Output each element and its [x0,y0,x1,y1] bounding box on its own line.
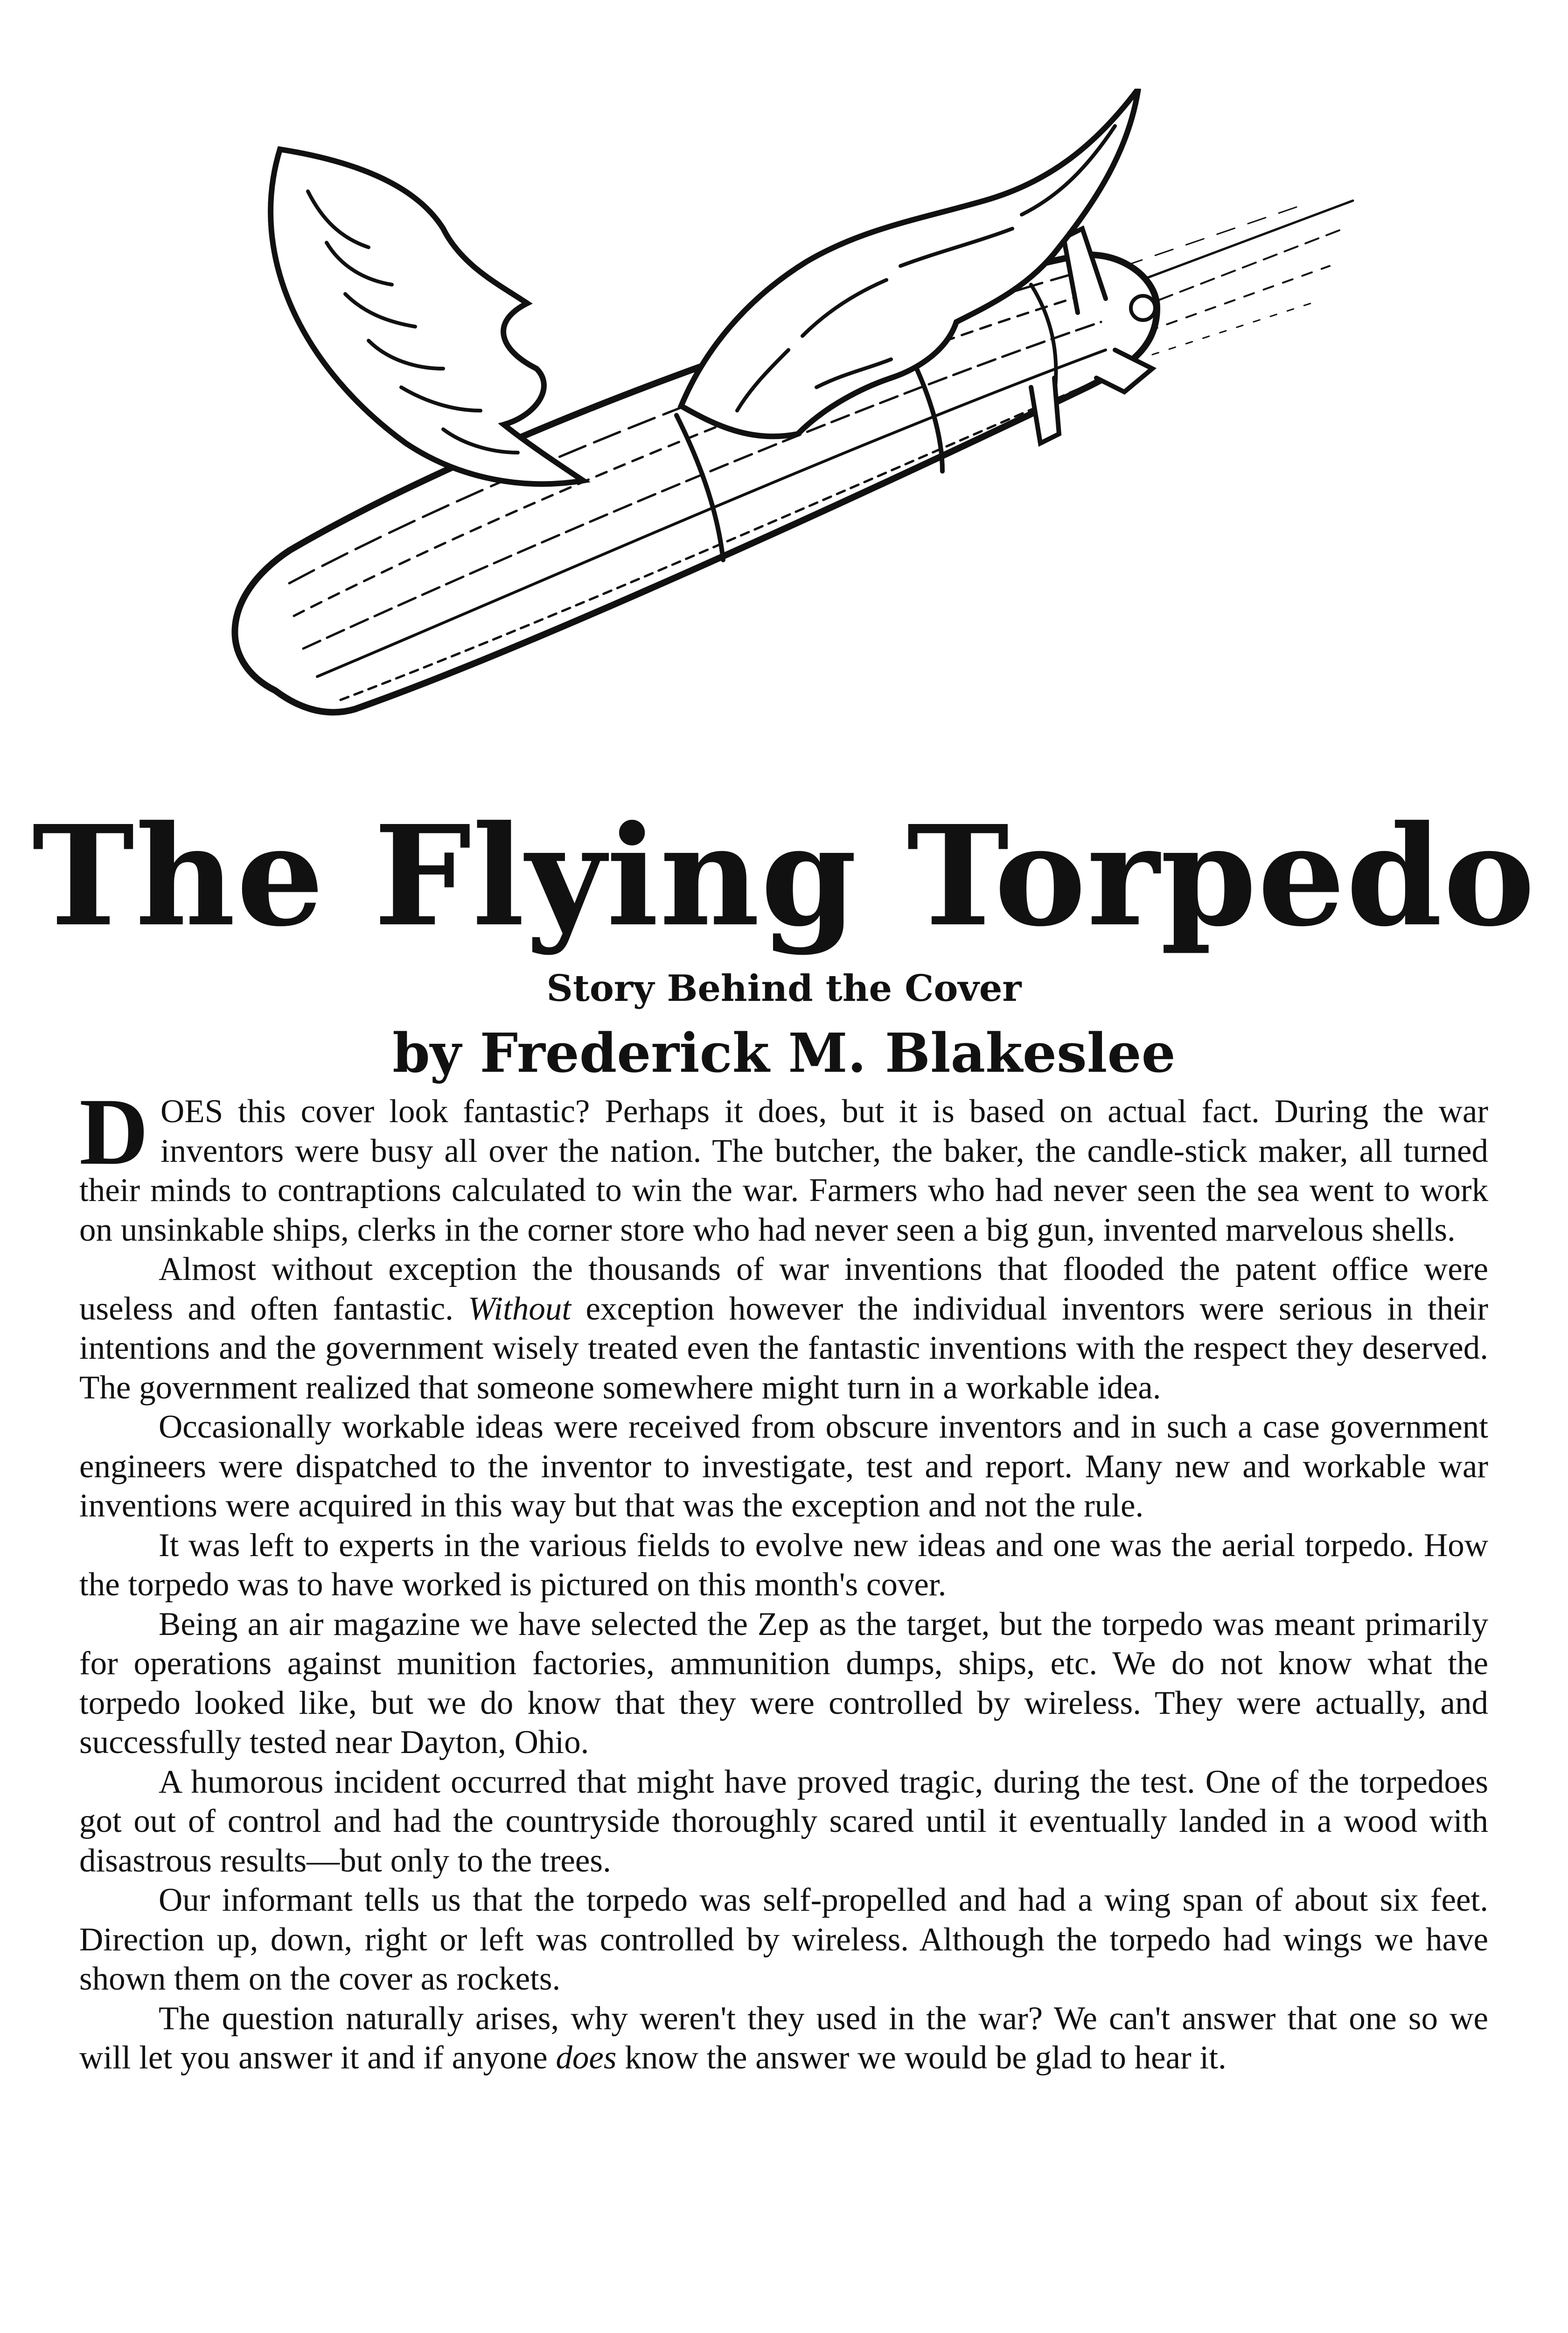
byline: by Frederick M. Blakeslee [392,1022,1176,1085]
page-title: The Flying Torpedo [32,795,1536,957]
paragraph-8-text-b: know the answer we would be glad to hear it. [616,2040,1227,2076]
paragraph-8-italic: does [556,2040,617,2076]
paragraph-8 [79,1999,1488,2078]
page-subtitle: Story Behind the Cover [546,967,1022,1010]
article-body [79,1079,1488,2078]
paragraph-2-text-b: exception however the individual inventors were serious in their intentions and the government wisely treated even the fantastic inventions with the respect they deserved. The government realized that someone somewhere might turn in a workable idea. [79,1290,1488,1406]
paragraph-6: A humorous incident occurred that might have proved tragic, during the test. One of the torpedoes got out of control and had the countryside thoroughly scared until it eventually landed in a wood with disastrous results—but only to the trees. [79,1763,1488,1879]
paragraph-2-italic: Without [468,1290,571,1327]
paragraph-3: Occasionally workable ideas were received from obscure inventors and in such a case government engineers were dispatched to the inventor to investigate, test and report. Many new and workable war inventions were acquired in this way but that was the exception and not the rule. [79,1409,1488,1524]
paragraph-1 [79,1079,1488,1250]
drop-cap: D [79,1079,149,1185]
paragraph-7: Our informant tells us that the torpedo was self-propelled and had a wing span of about six feet. Direction up, down, right or left was controlled by wireless. Although the torpedo had wings we have shown them on the cover as rockets. [79,1882,1488,1997]
paragraph-1-text: OES this cover look fantastic? Perhaps it does, but it is based on actual fact. During the war inventors were busy all over the nation. The butcher, the baker, the candle-stick maker, all turned their minds to contraptions calculated to win the war. Farmers who had never seen the sea went to work on unsinkable ships, clerks in the corner store who had never seen a big gun, invented marvelous shells. [79,1093,1488,1248]
paragraph-8-text-a: The question naturally arises, why weren't they used in the war? We can't answer that one so we will let you answer it and if anyone [79,2000,1488,2076]
paragraph-2-text-a: Almost without exception the thousands of war inventions that flooded the patent office were useless and often fantastic. [79,1251,1488,1327]
winged-torpedo-icon [201,89,1376,817]
paragraph-2 [79,1250,1488,1407]
paragraph-4: It was left to experts in the various fields to evolve new ideas and one was the aerial torpedo. How the torpedo was to have worked is pictured on this month's cover. [79,1527,1488,1603]
paragraph-5: Being an air magazine we have selected the Zep as the target, but the torpedo was meant primarily for operations against munition factories, ammunition dumps, ships, etc. We do not know what the torpedo looked like, but we do know that they were controlled by wireless. They were actually, and successfully tested near Dayton, Ohio. [79,1606,1488,1760]
